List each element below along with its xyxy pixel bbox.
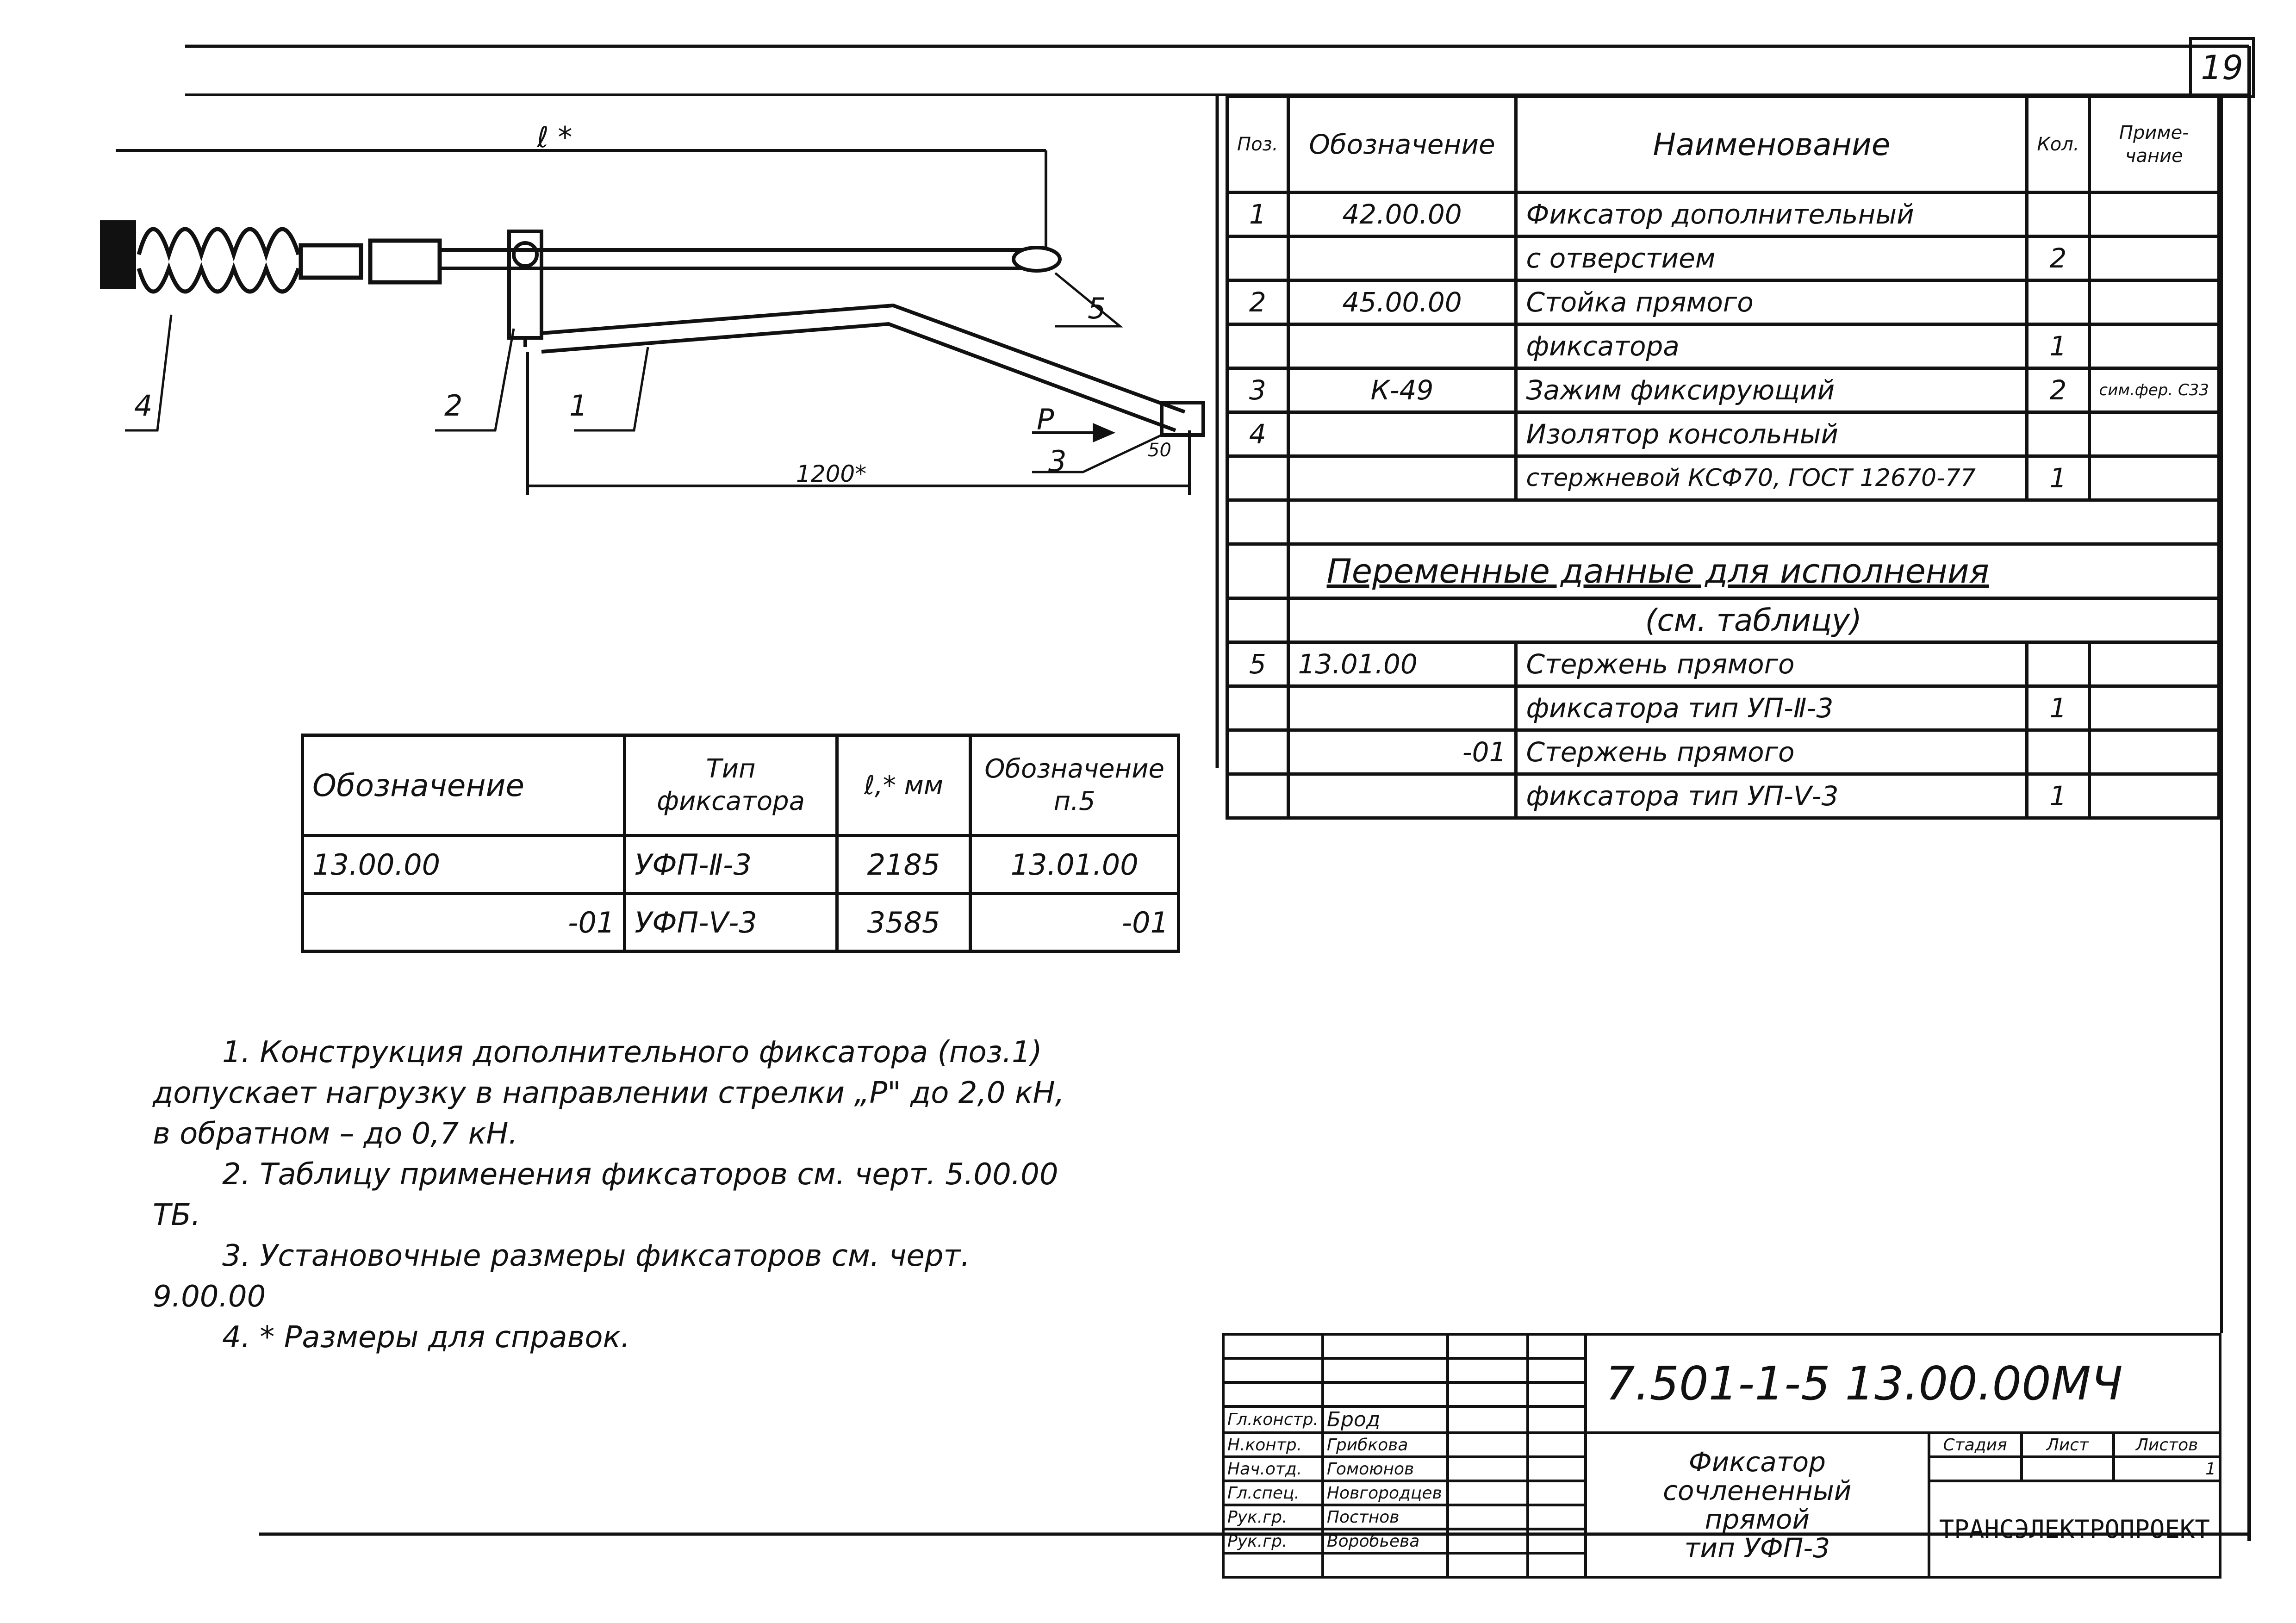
spec-cell-name: с отверстием xyxy=(1516,236,2027,280)
sheets-value: 1 xyxy=(2114,1457,2220,1481)
spec-cell-qty xyxy=(2027,193,2089,236)
spec-cell-qty xyxy=(2027,642,2089,686)
spec-cell-note xyxy=(2089,642,2219,686)
spec-header-pos: Поз. xyxy=(1227,97,1288,193)
spec-cell-qty: 2 xyxy=(2027,368,2089,412)
spec-cell-qty: 1 xyxy=(2027,686,2089,730)
spec-cell-pos: 3 xyxy=(1227,368,1288,412)
spec-header-row xyxy=(1227,97,2219,193)
variant-cell-type: УФП-Ⅱ-3 xyxy=(625,836,837,894)
spec-cell-pos: 5 xyxy=(1227,642,1288,686)
variant-header-type: Тип фиксатора xyxy=(625,735,837,836)
spec-cell-name: стержневой КСФ70, ГОСТ 12670-77 xyxy=(1516,456,2027,500)
spec-cell-designation: К-49 xyxy=(1288,368,1516,412)
spec-cell-qty: 2 xyxy=(2027,236,2089,280)
note-1: 1. Конструкция дополнительного фиксатора (поз.1) допускает нагрузку в направлении стрелки „P" до 2,0 кН, в обратном – до 0,7 кН. xyxy=(153,1035,1064,1151)
variant-cell-length: 2185 xyxy=(837,836,971,894)
staff-name: Новгородцев xyxy=(1323,1481,1448,1505)
variant-cell-pos5: -01 xyxy=(971,894,1179,951)
spec-cell-note: сим.фер. С33 xyxy=(2089,368,2219,412)
drawing-title-line: сочлененный xyxy=(1663,1475,1852,1506)
spec-cell-note xyxy=(2089,730,2219,774)
spec-cell-designation xyxy=(1288,236,1516,280)
force-label: P xyxy=(1037,403,1054,436)
spec-row xyxy=(1227,236,2219,280)
spec-cell-designation: 45.00.00 xyxy=(1288,280,1516,324)
spec-cell-qty: 1 xyxy=(2027,456,2089,500)
spec-cell-qty: 1 xyxy=(2027,324,2089,368)
drawing-title xyxy=(1586,1433,1929,1577)
spec-cell-pos xyxy=(1227,686,1288,730)
sheets-label: Листов xyxy=(2114,1433,2220,1457)
spec-row xyxy=(1227,642,2219,686)
spec-cell-note xyxy=(2089,686,2219,730)
spec-row xyxy=(1227,280,2219,324)
spec-cell-note xyxy=(2089,280,2219,324)
callout-4: 4 xyxy=(134,389,153,423)
drawing-title-line: тип УФП-3 xyxy=(1684,1532,1830,1564)
spec-row xyxy=(1227,324,2219,368)
variable-heading: Переменные данные для исполнения xyxy=(1326,552,1989,591)
variant-table xyxy=(301,734,1180,953)
spec-cell-name: фиксатора xyxy=(1516,324,2027,368)
spec-cell-note xyxy=(2089,324,2219,368)
specification-table xyxy=(1226,95,2221,820)
staff-role: Н.контр. xyxy=(1223,1433,1323,1457)
spec-row xyxy=(1227,456,2219,500)
spec-cell-name: фиксатора тип УП-Ⅴ-3 xyxy=(1516,774,2027,818)
spec-row xyxy=(1227,368,2219,412)
dimension-label-1200: 1200* xyxy=(796,460,867,487)
variant-header-length: ℓ,* мм xyxy=(837,735,971,836)
spec-cell-name: фиксатора тип УП-Ⅱ-3 xyxy=(1516,686,2027,730)
spec-cell-qty xyxy=(2027,730,2089,774)
variant-header-row xyxy=(303,735,1179,836)
spec-cell-pos xyxy=(1227,730,1288,774)
spec-row xyxy=(1227,774,2219,818)
spec-cell-pos: 1 xyxy=(1227,193,1288,236)
dimension-label-50: 50 xyxy=(1148,440,1171,461)
variant-row xyxy=(303,836,1179,894)
spec-cell-name: Зажим фиксирующий xyxy=(1516,368,2027,412)
spec-spacer-row xyxy=(1227,500,2219,544)
notes xyxy=(153,1032,1078,1358)
staff-role: Нач.отд. xyxy=(1223,1457,1323,1481)
title-block xyxy=(1222,1333,2221,1579)
spec-cell-note xyxy=(2089,193,2219,236)
staff-name: Постнов xyxy=(1323,1505,1448,1529)
spec-cell-note xyxy=(2089,412,2219,456)
staff-name: Воробьева xyxy=(1323,1529,1448,1553)
sheet-label: Лист xyxy=(2022,1433,2114,1457)
spec-cell-qty xyxy=(2027,412,2089,456)
spec-cell-designation: 42.00.00 xyxy=(1288,193,1516,236)
staff-role: Гл.констр. xyxy=(1223,1406,1323,1433)
spec-cell-pos xyxy=(1227,774,1288,818)
staff-name: Грибкова xyxy=(1323,1433,1448,1457)
spec-row xyxy=(1227,686,2219,730)
sheet-number: 19 xyxy=(2189,37,2255,98)
dimension-label-length: ℓ * xyxy=(537,120,572,154)
note-3: 3. Установочные размеры фиксаторов см. черт. 9.00.00 xyxy=(153,1239,971,1314)
spec-cell-name: Фиксатор дополнительный xyxy=(1516,193,2027,236)
spec-cell-designation xyxy=(1288,686,1516,730)
variant-header-pos5: Обозначение п.5 xyxy=(971,735,1179,836)
spec-cell-pos: 4 xyxy=(1227,412,1288,456)
staff-name: Гомоюнов xyxy=(1323,1457,1448,1481)
spec-cell-pos xyxy=(1227,324,1288,368)
organization: ТРАНСЭЛЕКТРОПРОЕКТ xyxy=(1929,1481,2220,1577)
spec-cell-name: Стойка прямого xyxy=(1516,280,2027,324)
spec-cell-pos: 2 xyxy=(1227,280,1288,324)
spec-cell-name: Изолятор консольный xyxy=(1516,412,2027,456)
spec-cell-designation xyxy=(1288,324,1516,368)
spec-cell-qty xyxy=(2027,280,2089,324)
drawing-title-line: прямой xyxy=(1705,1504,1810,1535)
spec-header-qty: Кол. xyxy=(2027,97,2089,193)
spec-cell-designation: 13.01.00 xyxy=(1288,642,1516,686)
staff-row xyxy=(1223,1433,2220,1457)
staff-role: Рук.гр. xyxy=(1223,1505,1323,1529)
staff-role: Рук.гр. xyxy=(1223,1529,1323,1553)
variant-cell-designation: -01 xyxy=(303,894,625,951)
spec-cell-note xyxy=(2089,236,2219,280)
spec-cell-name: Стержень прямого xyxy=(1516,642,2027,686)
variable-subheading-row xyxy=(1227,598,2219,642)
stage-label: Стадия xyxy=(1929,1433,2022,1457)
variable-subheading: (см. таблицу) xyxy=(1288,598,2219,642)
spec-cell-note xyxy=(2089,774,2219,818)
variant-row xyxy=(303,894,1179,951)
callout-2: 2 xyxy=(444,389,463,423)
spec-row xyxy=(1227,730,2219,774)
drawing-code: 7.501-1-5 13.00.00МЧ xyxy=(1586,1334,2220,1433)
note-4: 4. * Размеры для справок. xyxy=(222,1320,630,1355)
spec-cell-qty: 1 xyxy=(2027,774,2089,818)
spec-cell-designation: -01 xyxy=(1288,730,1516,774)
spec-cell-pos xyxy=(1227,236,1288,280)
spec-cell-note xyxy=(2089,456,2219,500)
spec-cell-pos xyxy=(1227,456,1288,500)
variant-cell-length: 3585 xyxy=(837,894,971,951)
staff-role: Гл.спец. xyxy=(1223,1481,1323,1505)
spec-cell-designation xyxy=(1288,774,1516,818)
spec-cell-designation xyxy=(1288,412,1516,456)
variant-cell-designation: 13.00.00 xyxy=(303,836,625,894)
spec-cell-designation xyxy=(1288,456,1516,500)
callout-1: 1 xyxy=(569,389,588,423)
variant-cell-pos5: 13.01.00 xyxy=(971,836,1179,894)
variable-heading-row xyxy=(1227,544,2219,598)
spec-row xyxy=(1227,412,2219,456)
callout-3: 3 xyxy=(1048,444,1067,478)
spec-cell-name: Стержень прямого xyxy=(1516,730,2027,774)
variant-header-designation: Обозначение xyxy=(303,735,625,836)
spec-header-name: Наименование xyxy=(1516,97,2027,193)
drawing-title-line: Фиксатор xyxy=(1688,1446,1826,1478)
note-2: 2. Таблицу применения фиксаторов см. черт. 5.00.00 ТБ. xyxy=(153,1157,1058,1232)
staff-name: Брод xyxy=(1323,1406,1448,1433)
variant-cell-type: УФП-Ⅴ-3 xyxy=(625,894,837,951)
spec-header-designation: Обозначение xyxy=(1288,97,1516,193)
spec-row xyxy=(1227,193,2219,236)
spec-header-note: Приме-чание xyxy=(2089,97,2219,193)
callout-5: 5 xyxy=(1088,292,1106,325)
